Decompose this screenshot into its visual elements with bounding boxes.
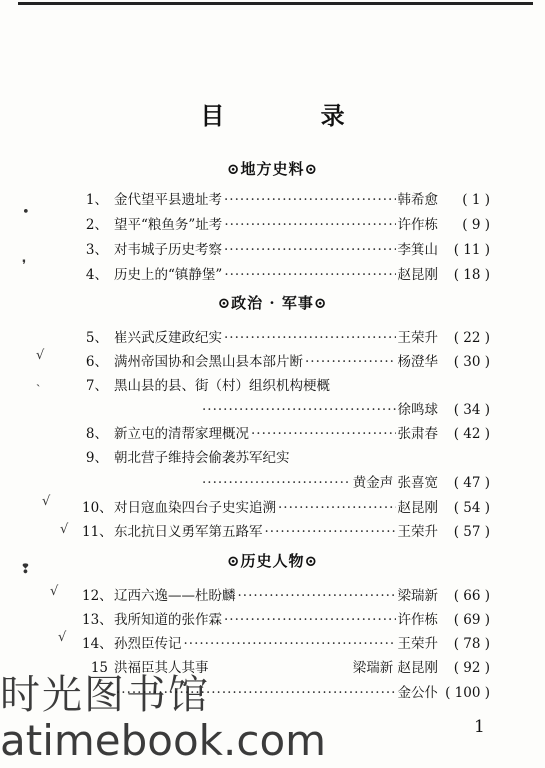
entry-author: 徐鸣球 xyxy=(397,402,438,418)
margin-mark: • xyxy=(22,205,30,220)
entry-number: 9、 xyxy=(85,450,108,466)
entry-number: 12、 xyxy=(82,588,113,604)
entry-title: 崔兴武反建政纪实 xyxy=(114,330,222,346)
toc-entry[interactable] xyxy=(82,608,490,632)
entry-author: 杨澄华 xyxy=(397,354,438,370)
top-border-line xyxy=(18,2,533,5)
dot-leader xyxy=(278,500,396,516)
margin-mark: ❢ xyxy=(20,562,31,577)
entry-title: 辽西六逸——杜盼麟 xyxy=(114,588,236,604)
page-number: 1 xyxy=(474,717,485,737)
margin-mark: ❜ xyxy=(22,258,27,273)
entry-number: 2、 xyxy=(85,217,108,233)
entry-author: 赵昆刚 xyxy=(397,267,438,283)
entry-title: 对日寇血染四台子史实追溯 xyxy=(114,500,276,516)
entry-page: ( 92 ) xyxy=(453,660,490,676)
dot-leader xyxy=(238,588,396,604)
toc-entry-continuation[interactable] xyxy=(200,398,490,422)
toc-entry-continuation[interactable] xyxy=(200,471,490,495)
entry-number: 7、 xyxy=(85,378,108,394)
dot-leader xyxy=(224,242,396,258)
entry-title: 望平“粮鱼务”址考 xyxy=(114,217,223,233)
entry-title: 东北抗日义勇军第五路军 xyxy=(114,524,263,540)
entry-title: 新立屯的清帮家理概况 xyxy=(114,426,249,442)
check-mark: √ xyxy=(50,584,59,599)
entry-page: ( 69 ) xyxy=(453,612,490,628)
toc-entry[interactable] xyxy=(82,584,490,608)
check-mark: √ xyxy=(36,348,45,363)
entry-title: 金代望平县遗址考 xyxy=(114,192,222,208)
dot-leader xyxy=(202,475,351,491)
dot-leader xyxy=(224,612,396,628)
entry-number: 1、 xyxy=(85,192,108,208)
toc-entry[interactable] xyxy=(82,520,490,544)
dot-leader xyxy=(224,267,395,283)
entry-author: 韩希愈 xyxy=(397,192,438,208)
entry-page: ( 22 ) xyxy=(453,330,490,346)
check-mark: √ xyxy=(58,630,67,645)
check-mark: √ xyxy=(60,522,69,537)
entry-title: 黑山县的县、街（村）组织机构梗概 xyxy=(114,378,330,394)
entry-author: 王荣升 xyxy=(397,330,438,346)
entry-page: ( 78 ) xyxy=(453,636,490,652)
section-heading-local-history: ⊙地方史料⊙ xyxy=(226,160,319,178)
section-heading-politics-military: ⊙政治 · 军事⊙ xyxy=(217,294,328,312)
entry-author: 王荣升 xyxy=(397,524,438,540)
entry-number: 3、 xyxy=(85,242,108,258)
toc-entry[interactable] xyxy=(82,188,490,212)
entry-page: ( 57 ) xyxy=(453,524,490,540)
entry-number: 11、 xyxy=(82,524,113,540)
entry-title: 对韦城子历史考察 xyxy=(114,242,222,258)
entry-page: ( 100 ) xyxy=(445,685,490,701)
entry-title: 洪福臣其人其事 xyxy=(114,660,209,676)
entry-number: 5、 xyxy=(85,330,108,346)
entry-author: 梁瑞新 赵昆刚 xyxy=(352,660,438,676)
toc-entry[interactable] xyxy=(82,496,490,520)
entry-author: 金公仆 xyxy=(397,685,438,701)
entry-page: ( 42 ) xyxy=(453,426,490,442)
entry-page: ( 47 ) xyxy=(453,475,490,491)
dot-leader xyxy=(305,354,396,370)
page-title: 目 录 xyxy=(200,101,389,130)
entry-title: 孙烈臣传记 xyxy=(114,636,182,652)
toc-entry[interactable] xyxy=(82,263,490,287)
entry-author: 黄金声 张喜宽 xyxy=(352,475,438,491)
toc-entry[interactable] xyxy=(82,326,490,350)
entry-page: ( 54 ) xyxy=(453,500,490,516)
entry-number: 8、 xyxy=(85,426,108,442)
entry-page: ( 18 ) xyxy=(453,267,490,283)
toc-entry[interactable] xyxy=(82,632,490,656)
entry-page: ( 34 ) xyxy=(453,402,490,418)
toc-entry[interactable] xyxy=(82,350,490,374)
entry-title: 我所知道的张作霖 xyxy=(114,612,222,628)
entry-page: ( 30 ) xyxy=(453,354,490,370)
watermark-text: 时光图书馆 xyxy=(0,672,210,718)
entry-title: 满州帝国协和会黑山县本部片断 xyxy=(114,354,303,370)
entry-author: 张肃春 xyxy=(397,426,438,442)
entry-author: 赵昆刚 xyxy=(397,500,438,516)
entry-number: 13、 xyxy=(82,612,113,628)
entry-number: 4、 xyxy=(85,267,108,283)
entry-author: 王荣升 xyxy=(397,636,438,652)
toc-entry[interactable] xyxy=(82,374,490,398)
entry-number: 10、 xyxy=(82,500,113,516)
section-heading-historical-figures: ⊙历史人物⊙ xyxy=(226,552,319,570)
check-mark: √ xyxy=(42,494,51,509)
entry-number: 15 xyxy=(90,660,108,676)
toc-entry[interactable] xyxy=(82,213,490,237)
toc-entry[interactable] xyxy=(82,446,490,470)
dot-leader xyxy=(224,192,396,208)
dot-leader xyxy=(224,330,396,346)
dot-leader xyxy=(202,402,396,418)
dot-leader xyxy=(184,636,396,652)
dot-leader xyxy=(265,524,396,540)
entry-page: ( 66 ) xyxy=(453,588,490,604)
entry-author: 许作栋 xyxy=(397,217,438,233)
entry-title: 朝北营子维持会偷袭苏军纪实 xyxy=(114,450,290,466)
entry-author: 梁瑞新 xyxy=(397,588,438,604)
dot-leader xyxy=(224,217,395,233)
watermark-url: atimebook.com xyxy=(0,716,327,765)
entry-page: ( 11 ) xyxy=(453,242,490,258)
toc-entry[interactable] xyxy=(82,238,490,262)
entry-author: 李箕山 xyxy=(397,242,438,258)
dot-leader xyxy=(251,426,396,442)
entry-page: ( 9 ) xyxy=(462,217,490,233)
entry-page: ( 1 ) xyxy=(462,192,490,208)
entry-number: 6、 xyxy=(85,354,108,370)
entry-title: 历史上的“镇静堡” xyxy=(114,267,223,283)
entry-author: 许作栋 xyxy=(397,612,438,628)
entry-number: 14、 xyxy=(82,636,113,652)
check-mark: ˎ xyxy=(36,373,41,388)
toc-entry[interactable] xyxy=(82,422,490,446)
